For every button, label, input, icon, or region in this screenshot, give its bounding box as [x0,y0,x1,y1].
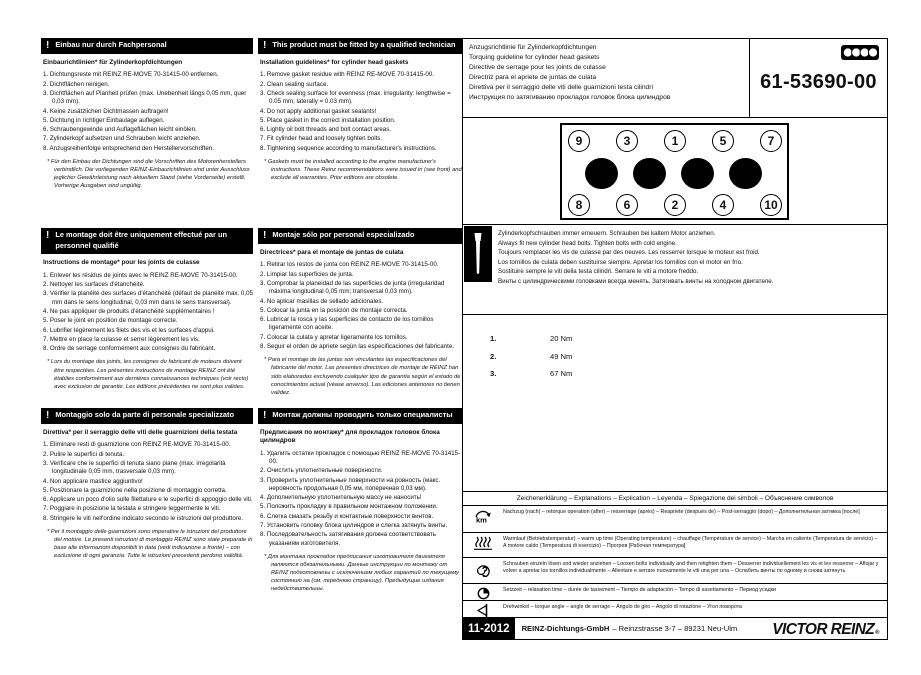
step-item: 4. Дополнительную уплотнительную массу не наносить! [260,494,422,502]
section-footnote: * Gaskets must be installed according to the engine manufacturer's instructions. These Reinz recommendations were issued in (see front) and exclude all warranties. Prior editions are obsolete. [264,159,462,182]
note-line: Zylinderkopfschrauben immer erneuern. Schrauben bei kaltem Motor anziehen. [498,230,716,237]
step-item: 2. Nettoyer les surfaces d'étanchéité. [43,281,145,289]
step-item: 5. Положить прокладку в правильном монтажном положении. [260,503,438,511]
panel-header [462,38,888,118]
torque-steps-table [462,315,888,492]
warning-exclamation-icon: ! [46,410,50,421]
section-header-text: Montaje sólo por personal especializado [272,230,415,239]
step-item: 2. Clean sealing surface. [260,80,329,88]
legend-row-text: Drehwinkel – torque angle – angle de serrage – Ángulo de giro – Angolo di rotazione – Угол поворота [503,603,743,610]
warning-exclamation-icon: ! [263,410,267,421]
warning-exclamation-icon: ! [263,40,267,51]
section-header-text: Le montage doit être uniquement effectué par un personnel qualifié [55,230,227,250]
step-item: 8. Tightening sequence according to manufacturer's instructions. [260,144,437,152]
panel-title-line: Torquing guideline for cylinder head gaskets [469,54,600,62]
step-list [260,71,462,153]
section-subheader: Einbaurichtlinien* für Zylinderkopfdichtungen [43,59,183,66]
step-item: 4. Keine zusätzlichen Dichtmassen auftragen! [43,107,169,115]
step-item: 1. Eliminare resti di guarnizione con REINZ RE-MOVE 70-31415-00. [43,441,231,449]
section-header-text: Montaggio solo da parte di personale specializzato [55,410,234,419]
step-item: 7. Fit cylinder head and loosely tighten bolts. [260,135,383,143]
step-item: 6. Lightly oil bolt threads and bolt contact areas. [260,126,392,134]
bolt-position: 3 [616,130,638,152]
section-subheader: Directrices* para el montaje de juntas de culata [260,249,404,256]
company-name: REINZ-Dichtungs-GmbH [521,624,610,633]
section-header-bar [41,38,253,54]
section-header-bar [258,228,462,244]
warning-exclamation-icon: ! [46,40,50,51]
cylinder-bore [633,158,666,189]
step-item: 1. Enlever les résidus de joints avec le REINZ RE-MOVE 70-31415-00. [43,271,238,279]
panel-title-line: Anzugsrichtlinie für Zylinderkopfdichtungen [469,44,597,51]
step-item: 7. Установить головку блока цилиндров и слегка затянуть винты. [260,522,448,530]
warm-up-icon [463,533,503,550]
legend-row-warm-up [462,533,888,558]
legend-row-torque-angle [462,601,888,618]
section-subheader: Предписания по монтажу* для прокладок головок блока цилиндров [260,429,440,445]
step-item: 4. Non applicare mastice aggiuntivo! [43,477,143,485]
step-item: 8. Stringere le viti nell'ordine indicato secondo le istruzioni del produttore. [43,514,243,522]
step-item: 2. Очистить уплотнительные поверхности. [260,467,383,475]
bolt-notes-text [492,226,886,313]
step-item: 5. Place gasket in the correct installation position. [260,116,396,124]
step-item: 2. Pulire le superfici di tenuta. [43,450,125,458]
torque-step-number: 2. [490,351,497,361]
legend-row-text: Warmlauf (Betriebstemperatur) – warm up time (Operating temperature) – chauffage (Température de service) – Marcha en caliente (Temperatura de servicio) – A motore caldo (Temperatura di esercizio) – Прогрев [Рабочая температура] [503,535,878,550]
section-italian [41,408,253,560]
cylinder-head-bolt-icon [470,231,486,277]
panel-title-line: Directriz para el apriete de juntas de culata [469,74,597,82]
torque-step-row [490,334,887,343]
step-item: 7. Zylinderkopf aufsetzen und Schrauben leicht anziehen. [43,135,201,143]
step-item: 3. Dichtflächen auf Planheit prüfen (max. Unebenheit längs 0,05 mm, quer 0,03 mm). [43,89,247,106]
note-line: Toujours remplacer les vis de culasse par des neuves. Les resserrer lorsque le moteur est froid. [498,249,760,257]
note-line: Винты с цилиндрическими головками всегда менять. Затягивать винты на холодном двигателе. [498,278,774,286]
step-item: 2. Limpiar las superficies de junta. [260,270,354,278]
cylinder-bore [681,158,714,189]
step-list [43,272,253,354]
torque-step-row [490,369,887,378]
cylinder-bore [585,158,618,189]
torque-step-row [490,352,887,361]
step-item: 5. Dichtung in richtiger Einbaulage auflegen. [43,116,165,124]
step-item: 4. Ne pas appliquer de produits d'étanchéité supplémentaires ! [43,307,215,315]
step-item: 3. Check sealing surface for evenness (max. irregularity: lengthwise = 0.05 mm; laterally = 0.03 mm). [260,89,451,106]
step-item: 6. Schraubengewinde und Auflageflächen leicht einölen. [43,126,197,134]
step-item: 5. Posizionare la guarnizione nella posizione di montaggio corretta. [43,486,227,494]
panel-title-line: Инструкция по затягиванию прокладок головок блока цилиндров [469,94,671,102]
section-header-text: Монтаж должны проводить только специалисты [272,410,453,419]
step-item: 4. No aplicar masillas de sellado adicionales. [260,297,384,305]
retorque-km-icon [463,506,503,524]
section-footnote: * Lors du montage des joints, les consignes du fabricant de moteurs doivent être respectées. Les présentes instructions de montage REINZ ont été établies conformément aux dernières connaissances techniques (voir recto) avec exclusion de garantie. Les éditions précédentes ne sont plus valides. [47,359,249,390]
section-header-bar [41,228,253,254]
bolt-position: 4 [712,194,734,216]
loosen-retighten-icon [463,558,503,577]
step-item: 1. Retirar los restos de junta con REINZ RE-MOVE 70-31415-00. [260,261,439,269]
panel-title-list [463,39,750,117]
step-item: 3. Comprobar la planeidad de las superficies de junta (irregularidad máxima longitudinal 0,05 mm; transversal 0,03 mm). [260,279,445,296]
step-item: 7. Mettre en place la culasse et serrer légèrement les vis. [43,335,200,343]
step-item: 2. Dichtflächen reinigen. [43,80,110,88]
bolt-notes-section [462,225,888,315]
section-footnote: * Для монтажа прокладок предписания изготовителя двигателя являются обязательными. Данные инструкции по монтажу от REINZ подготовлены с исключением любых гарантий по текущему состоянию на (см. переднюю страницу). Предыдущие издания недействительны. [264,553,459,593]
registered-mark: ® [875,630,879,636]
section-header-bar [41,408,253,424]
section-english [258,38,462,182]
step-list [260,450,462,548]
step-list [43,71,253,153]
bolt-position: 2 [664,194,686,216]
svg-text:km: km [476,515,487,524]
torque-step-value: 49 Nm [550,351,573,361]
part-number-cell [750,39,887,117]
torque-step-number: 3. [490,369,497,378]
bolt-icon-cell [464,226,492,282]
panel-title-line: Direttiva per il serraggio delle viti delle guarnizioni testa cilindri [469,84,653,92]
bolt-position: 9 [568,130,590,152]
warning-exclamation-icon: ! [263,230,267,241]
step-list [260,261,462,351]
victor-reinz-logo [772,618,887,639]
section-german [41,38,253,190]
cylinder-bore [729,158,762,189]
note-line: Sostituire sempre le viti della testa cilindri. Serrare le viti a motore freddo. [498,268,699,276]
bolt-position: 1 [664,130,686,152]
step-item: 3. Vérifier la planéité des surfaces d'étanchéité (défaut de planéité max. 0,05 mm dans le sens longitudinal, 0,03 mm dans le sens transversal). [43,290,253,306]
issue-date-badge: 11-2012 [463,618,515,639]
section-header-text: Einbau nur durch Fachpersonal [55,40,167,49]
step-item: 5. Colocar la junta en la posición de montaje correcta. [260,306,408,314]
step-item: 7. Colocar la culata y apretar ligeramente los tornillos. [260,333,408,341]
legend-row-loosen-retighten [462,558,888,584]
step-item: 1. Remove gasket residue with REINZ RE-MOVE 70-31415-00. [260,71,435,79]
torque-step-value: 67 Nm [550,369,573,378]
company-street: – Reinzstrasse 3-7 – 89231 Neu-Ulm [612,624,738,633]
company-address [515,618,773,639]
torque-step-number: 1. [490,334,497,343]
step-item: 6. Lubricar la rosca y las superficies de contacto de los tornillos ligeramente con aceite. [260,316,434,332]
warning-exclamation-icon: ! [46,230,50,241]
note-line: Los tornillos de culata deben sustituirse siempre. Apretar los tornillos con el motor en frío. [498,258,743,266]
note-line: Always fit new cylinder head bolts. Tighten bolts with cold engine. [498,239,677,247]
step-item: 8. Anzugsreihenfolge entsprechend den Herstellervorschriften. [43,144,214,152]
section-subheader: Installation guidelines* for cylinder head gaskets [260,59,409,66]
legend-header [462,492,888,506]
torque-angle-icon [463,601,503,617]
step-item: 3. Verificare che le superfici di tenuta siano piane (max. irregolarità longitudinale 0,05 mm, trasversale 0,03 mm). [43,459,226,476]
bolt-position: 10 [760,194,782,216]
step-item: 1. Удалить остатки прокладок с помощью REINZ RE-MOVE 70-31415-00. [260,449,461,465]
section-footnote: * Para el montaje de las juntas son vinculantes las especificaciones del fabricante del motor. Las presentes directrices de montaje de REINZ han sido elaboradas excluyendo cualquier tipo de garantía según el estado de conocimientos actual (véase anverso). Las ediciones anteriores no tienen validez. [264,357,461,396]
section-header-bar [258,38,462,54]
legend-header-text: Zeichenerklärung – Explanations – Explication – Leyenda – Spiegazione dei simboli – Объяснение символов [516,495,834,502]
step-item: 5. Poser le joint en position de montage correcte. [43,317,178,325]
section-footnote: * Für den Einbau der Dichtungen sind die Vorschriften des Motorenherstellers verbindlich. Die vorliegenden REINZ-Einbaurichtlinien sind unter Ausschluss jeglicher Gewährleistung nach aktuellem Stand (siehe Vorderseite) erstellt. Vorherige Ausgaben sind ungültig. [47,159,250,190]
torque-guideline-panel [462,38,888,640]
legend-row-text: Setzzeit – relaxation time – durée de tassement – Tiempo de adaptación – Tempo di assettamento – Период усадки [503,586,776,593]
section-subheader: Direttiva* per il serraggio delle viti delle guarnizioni della testata [43,429,238,436]
step-item: 8. Последовательность затягивания должна соответствовать указаниям изготовителя. [260,531,436,547]
legend-row-relaxation-time [462,584,888,601]
step-item: 4. Do not apply additional gasket sealants! [260,107,377,115]
step-item: 8. Ordre de serrage conformément aux consignes du fabricant. [43,345,216,353]
legend-row-text: Schrauben einzeln lösen und wieder anziehen – Loosen bolts individually and then retighten them – Desserrer individuellement les vis et les resserrer – Aflojar y volver a apretar los tornillos individualmente – Allentare e serrare nuovamente le viti una per una – Ослабить винты по одному и снова затянуть [503,560,879,575]
brand-text: VICTOR REINZ [772,621,875,638]
step-item: 8. Seguir el orden de apriete según las especificaciones del fabricante. [260,343,454,350]
section-spanish [258,228,462,397]
step-item: 7. Poggiare in posizione la testata e stringere leggermente le viti. [43,505,221,513]
relaxation-time-icon [463,584,503,600]
section-footnote: * Per il montaggio delle guarnizioni sono imperative le istruzioni del produttore del motore. Le presenti istruzioni di montaggio REINZ sono state preparate in base alle informazioni disponibili in data (vedi indicazione a fronte) – con esclusione di ogni garanzia. Tutte le istruzioni precedenti perdono validità. [47,529,253,560]
cylinder-head-outline [560,123,789,220]
legend-row-retorque [462,506,888,533]
section-subheader: Instructions de montage* pour les joints de culasse [43,259,200,267]
legend-row-text: Nachzug (nach) – retorque operation (after) – resserrage (après) – Reapriete (después de) – Post-serraggio (dopo) – Дополнительная затяжка [после] [503,508,860,515]
part-number: 61-53690-00 [760,70,877,93]
step-item: 3. Проверить уплотнительные поверхности на ровность (макс. неровность продольная 0,05 мм, поперечная 0,03 мм). [260,476,441,492]
bolt-position: 7 [760,130,782,152]
torque-step-value: 20 Nm [550,334,573,343]
section-header-text: This product must be fitted by a qualified technician [272,40,456,49]
bolt-position: 6 [616,194,638,216]
step-item: 6. Слегка смазать резьбу и контактные поверхности винтов. [260,512,434,520]
bolt-position: 8 [568,194,590,216]
tightening-sequence-diagram [462,118,888,225]
step-item: 1. Dichtungsreste mit REINZ RE-MOVE 70-31415-00 entfernen. [43,71,219,79]
section-header-bar [258,408,462,424]
step-item: 6. Applicare un poco d'olio sulle filettature e le superfici di appoggio delle viti. [43,496,253,504]
section-french [41,228,253,391]
panel-footer [462,618,888,640]
step-list [43,441,253,523]
head-gasket-icon [841,45,879,60]
section-russian [258,408,462,593]
panel-title-line: Directive de serrage pour les joints de culasse [469,64,606,72]
bolt-position: 5 [712,130,734,152]
step-item: 6. Lubrifier légèrement les filets des vis et les surfaces d'appui. [43,326,215,334]
